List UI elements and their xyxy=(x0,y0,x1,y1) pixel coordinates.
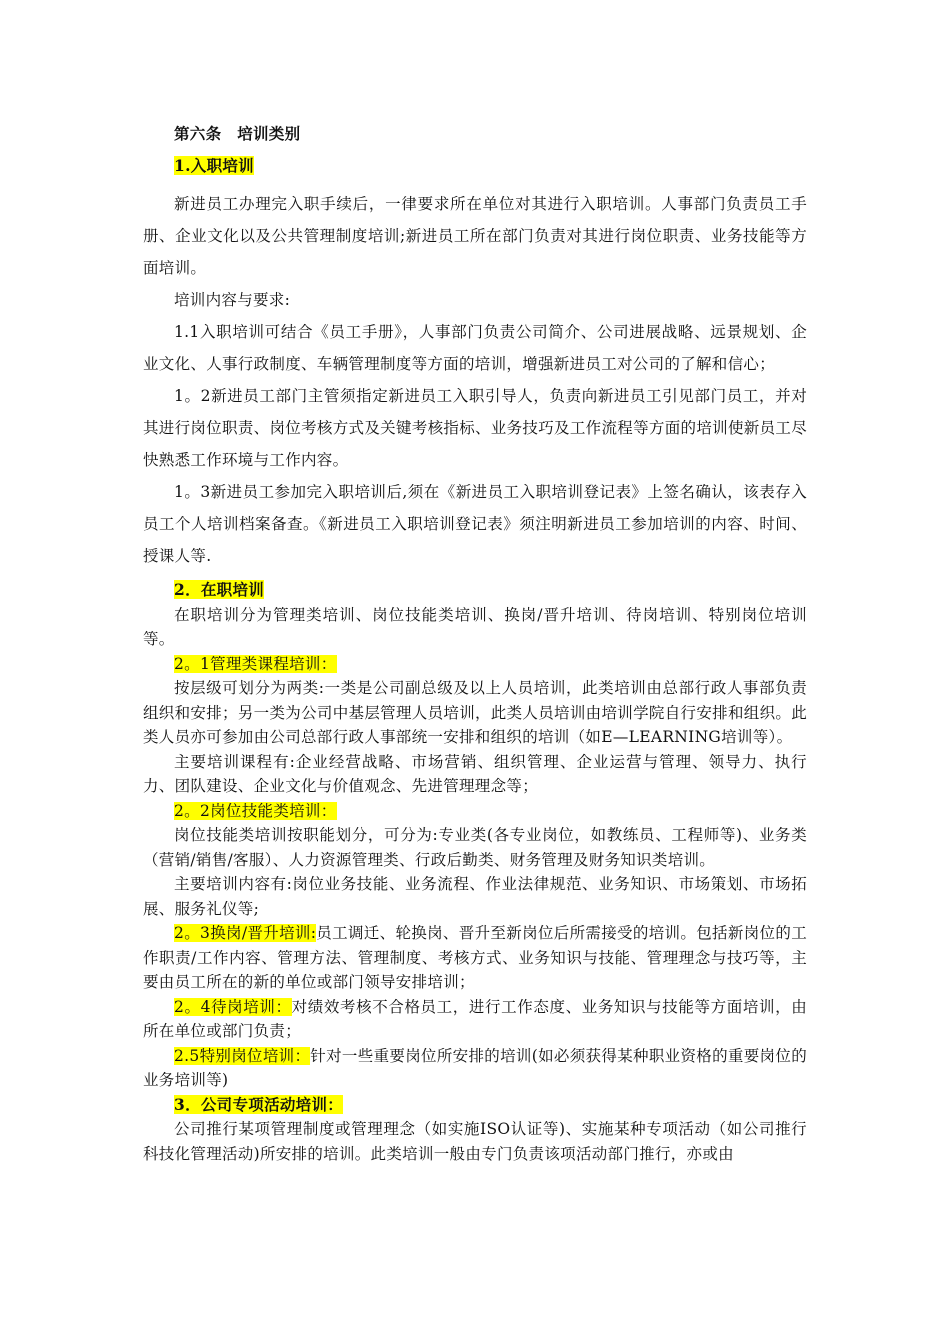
section-2-4 xyxy=(143,995,807,1044)
section-2-5-text: 针对一些重要岗位所安排的培训(如必须获得某种职业资格的重要岗位的业务培训等) xyxy=(143,1046,807,1089)
section-2-3 xyxy=(143,921,807,995)
section-1-item-1: 1.1入职培训可结合《员工手册》，人事部门负责公司简介、公司进展战略、远景规划、企业文化、人事行政制度、车辆管理制度等方面的培训，增强新进员工对公司的了解和信心； xyxy=(143,323,807,373)
section-2-1-label: 2。1管理类课程培训： xyxy=(174,654,337,673)
section-2-2-text-1: 岗位技能类培训按职能划分，可分为:专业类(各专业岗位，如教练员、工程师等)、业务类（营销/销售/客服）、人力资源管理类、行政后勤类、财务管理及财务知识类培训。 xyxy=(143,826,807,869)
section-2-heading: 2．在职培训 xyxy=(174,580,265,599)
section-2-intro: 在职培训分为管理类培训、岗位技能类培训、换岗/晋升培训、待岗培训、特别岗位培训等。 xyxy=(143,605,807,648)
section-2-1-text-1: 按层级可划分为两类:一类是公司副总级及以上人员培训，此类培训由总部行政人事部负责组织和安排；另一类为公司中基层管理人员培训，此类人员培训由培训学院自行安排和组织。此类人员亦可参加由公司总部行政人事部统一安排和组织的培训（如E—LEARNING培训等）。 xyxy=(143,679,807,746)
section-1-item-3: 1。3新进员工参加完入职培训后,须在《新进员工入职培训登记表》上签名确认，该表存入员工个人培训档案备查。《新进员工入职培训登记表》须注明新进员工参加培训的内容、时间、授课人等. xyxy=(143,483,807,565)
section-2-2-label: 2。2岗位技能类培训： xyxy=(174,801,337,820)
section-2-4-label: 2。4待岗培训： xyxy=(174,997,292,1016)
section-2-5-label: 2.5特别岗位培训： xyxy=(174,1046,311,1065)
section-3-text: 公司推行某项管理制度或管理理念（如实施ISO认证等)、实施某种专项活动（如公司推行科技化管理活动)所安排的培训。此类培训一般由专门负责该项活动部门推行，亦或由 xyxy=(143,1120,807,1163)
section-1-heading: 1.入职培训 xyxy=(174,156,254,175)
section-2-5 xyxy=(143,1044,807,1093)
article-title: 第六条 培训类别 xyxy=(174,124,301,143)
section-2-2-text-2: 主要培训内容有:岗位业务技能、业务流程、作业法律规范、业务知识、市场策划、市场拓展、服务礼仪等; xyxy=(143,875,807,918)
section-2-1-text-2: 主要培训课程有:企业经营战略、市场营销、组织管理、企业运营与管理、领导力、执行力、团队建设、企业文化与价值观念、先进管理理念等； xyxy=(143,752,807,795)
document-page xyxy=(143,118,807,1166)
section-2-4-text: 对绩效考核不合格员工，进行工作态度、业务知识与技能等方面培训，由所在单位或部门负责； xyxy=(143,997,807,1040)
section-2-3-label: 2。3换岗/晋升培训: xyxy=(174,924,317,942)
section-1-intro: 新进员工办理完入职手续后，一律要求所在单位对其进行入职培训。人事部门负责员工手册、企业文化以及公共管理制度培训;新进员工所在部门负责对其进行岗位职责、业务技能等方面培训。 xyxy=(143,195,807,277)
section-2-3-text: 员工调迁、轮换岗、晋升至新岗位后所需接受的培训。包括新岗位的工作职责/工作内容、管理方法、管理制度、考核方式、业务知识与技能、管理理念与技巧等，主要由员工所在的新的单位或部门领导安排培训； xyxy=(143,924,807,991)
section-3-heading: 3．公司专项活动培训： xyxy=(174,1094,344,1114)
section-1-requirements-label: 培训内容与要求: xyxy=(174,291,291,309)
section-1-item-2: 1。2新进员工部门主管须指定新进员工入职引导人，负责向新进员工引见部门员工，并对其进行岗位职责、岗位考核方式及关键考核指标、业务技巧及工作流程等方面的培训使新员工尽快熟悉工作环境与工作内容。 xyxy=(143,387,807,469)
